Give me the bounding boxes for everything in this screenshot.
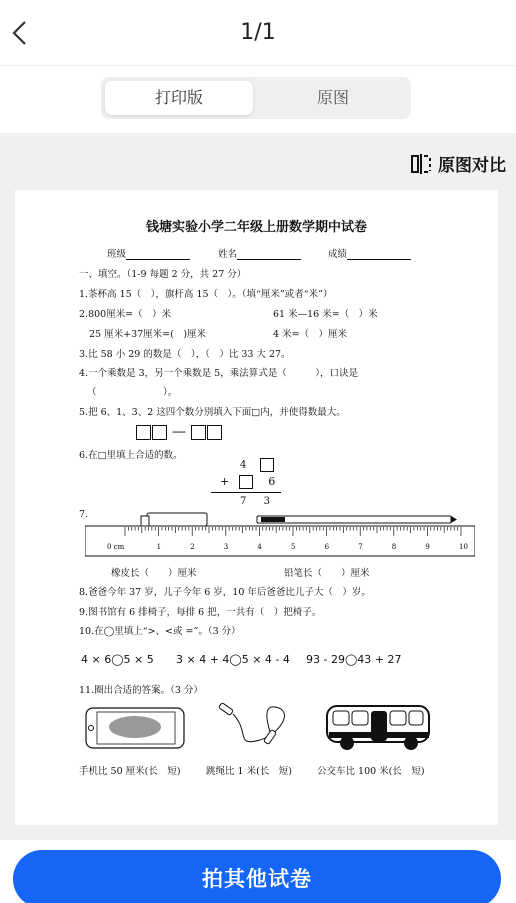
score-field [328,246,411,260]
class-label: 班级 [107,249,127,260]
addend-digit: 6 [268,475,276,488]
question-2d: 4 米=（ ）厘米 [273,329,348,340]
ruler-number: 5 [291,543,296,551]
name-label: 姓名 [218,249,238,260]
ruler-illustration [85,512,475,558]
ruler-number: 2 [190,543,195,551]
ruler-unit-label: 0 cm [107,543,125,551]
question-2b: 61 米—16 米=（ ）米 [273,309,378,320]
preview-area [0,133,516,840]
page-counter: 1/1 [240,20,276,45]
name-field [218,246,301,260]
eraser-length-label: 橡皮长（ ）厘米 [111,568,197,579]
bottom-bar [0,840,516,903]
question-10: 10.在◯里填上“>、<或 =”。（3 分） [79,626,241,637]
ruler-number: 7 [358,543,363,551]
ruler-number: 10 [459,543,468,551]
section-1-heading: 一、填空。（1-9 每题 2 分，共 27 分） [79,269,247,280]
pencil-icon [257,516,451,523]
phone-question: 手机比 50 厘米(长 短) [79,766,181,777]
question-8: 8.爸爸今年 37 岁，儿子今年 6 岁，10 年后爸爸比儿子大（ ）岁。 [79,587,371,598]
question-1: 1.茶杯高 15（ ），旗杆高 15（ ）。（填“厘米”或者“米”） [79,289,333,300]
phone-icon [85,702,185,752]
jump-rope-icon [215,702,295,752]
sum-digit-2: 3 [263,496,270,507]
top-bar [0,0,516,66]
ruler-number: 9 [425,543,430,551]
tab-original-image[interactable]: 原图 [316,88,349,107]
addend-top-digit: 4 [240,459,247,471]
comparison-1: 4 × 6◯5 × 5 [81,653,154,666]
question-4b: （ ）。 [87,387,178,398]
question-2a: 2.800厘米=（ ）米 [79,309,172,320]
question-2c: 25 厘米+37厘米=( )厘米 [89,329,207,340]
sum-line [211,492,281,493]
addition-row [220,475,275,489]
comparison-3: 93 - 29◯43 + 27 [306,653,402,666]
tab-print-version[interactable]: 打印版 [105,81,253,115]
rope-question: 跳绳比 1 米(长 短) [206,766,292,777]
class-field [107,246,190,260]
question-3: 3.比 58 小 29 的数是（ ），（ ）比 33 大 27。 [79,349,291,360]
ruler-number: 3 [223,543,229,551]
vertical-addition [240,458,274,472]
retake-exam-button[interactable]: 拍其他试卷 [13,850,501,903]
bus-icon [325,702,435,752]
paper-title: 钱塘实验小学二年级上册数学期中试卷 [145,220,367,235]
comparison-2: 3 × 4 + 4◯5 × 4 - 4 [176,653,290,666]
question-6: 6.在□里填上合适的数。 [79,450,183,461]
exam-paper [15,190,498,825]
question-9: 9.图书馆有 6 排椅子，每排 6 把，一共有（ ）把椅子。 [79,607,322,618]
question-11: 11.圈出合适的答案。（3 分） [79,685,203,696]
sum-digit-1: 7 [240,496,247,507]
plus-sign: + [220,475,230,488]
eraser-icon [147,513,207,526]
ruler-number: 4 [257,543,262,551]
score-label: 成绩 [328,249,348,260]
question-7: 7. [79,509,89,520]
compare-label: 原图对比 [438,156,506,176]
pencil-length-label: 铅笔长（ ）厘米 [284,568,370,579]
compare-original-button[interactable] [410,151,506,176]
q5-answer-boxes: — [136,424,222,440]
question-4a: 4.一个乘数是 3，另一个乘数是 5，乘法算式是（ ），口诀是 [79,368,358,379]
compare-icon [410,154,434,174]
ruler-number: 1 [156,543,162,551]
bus-question: 公交车比 100 米(长 短) [317,766,425,777]
ruler-number: 6 [324,543,330,551]
ruler-number: 8 [391,543,397,551]
version-segmented-control [101,77,411,119]
sum-row [240,496,270,507]
question-5: 5.把 6、1、3、2 这四个数分别填入下面□内，并使得数最大。 [79,407,346,418]
